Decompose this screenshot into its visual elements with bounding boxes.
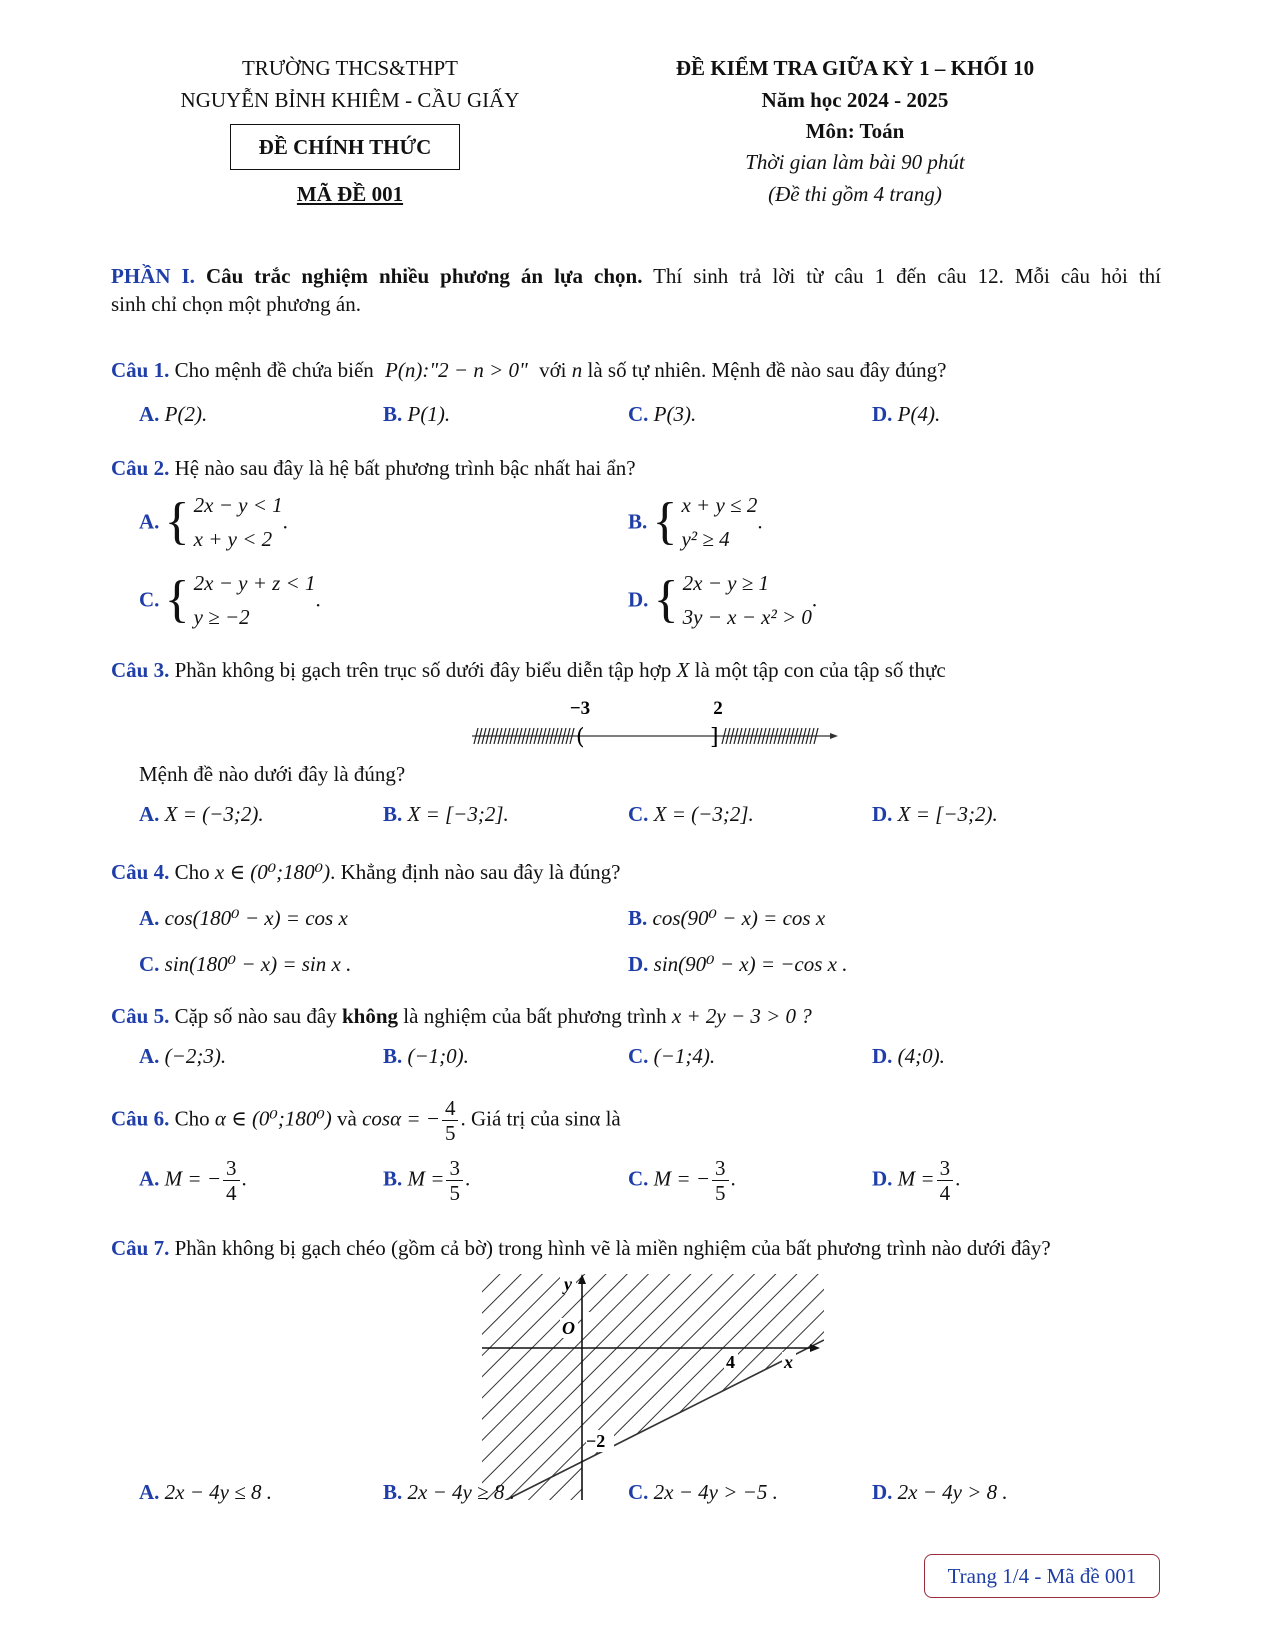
close-bracket-icon: ] xyxy=(710,725,719,750)
q2-option-a[interactable]: A. { 2x − y < 1 x + y < 2 . xyxy=(139,488,288,556)
page-count: (Đề thi gồm 4 trang) xyxy=(768,182,942,206)
q7-option-a[interactable] xyxy=(139,1480,272,1505)
option-letter: B. xyxy=(383,1480,403,1504)
option-value: P(4). xyxy=(897,402,941,426)
q6-option-c[interactable]: C. M = − $\frac{3}{5}$ . xyxy=(628,1156,736,1205)
q6-option-a[interactable]: A. M = − $\frac{3}{4}$ . xyxy=(139,1156,247,1205)
school-year: Năm học 2024 - 2025 xyxy=(761,88,949,112)
numerator: 3 xyxy=(937,1156,954,1181)
option-value: 2x − 4y ≤ 8 . xyxy=(164,1480,273,1504)
option-value: M = xyxy=(897,1166,935,1191)
option-letter: D. xyxy=(872,1480,893,1504)
x-axis-label: x xyxy=(784,1352,793,1372)
option-letter: A. xyxy=(139,802,160,826)
q4-label: Câu 4. xyxy=(111,860,170,884)
q4-option-d[interactable] xyxy=(628,952,847,977)
q2-option-d[interactable]: D. { 2x − y ≥ 1 3y − x − x² > 0 . xyxy=(628,566,817,634)
option-value: (−1;0). xyxy=(407,1044,469,1068)
numerator: 3 xyxy=(223,1156,240,1181)
option-value: X = (−3;2]. xyxy=(653,802,754,826)
q5-text: Cặp số nào sau đây xyxy=(174,1004,337,1028)
q3-label: Câu 3. xyxy=(111,658,170,682)
system-row: 2x − y + z < 1 xyxy=(193,571,316,595)
denominator: 4 xyxy=(226,1181,237,1205)
q1-var: n xyxy=(571,358,583,382)
q1-option-c[interactable] xyxy=(628,402,696,427)
hatched-region-left xyxy=(482,1274,582,1500)
q5-option-b[interactable] xyxy=(383,1044,469,1069)
brace-icon: { xyxy=(653,571,679,628)
q1-text: Cho mệnh đề chứa biến xyxy=(174,358,374,382)
fraction xyxy=(446,1156,463,1205)
brace-icon: { xyxy=(164,493,190,550)
option-value: (−2;3). xyxy=(164,1044,227,1068)
q5-expression: x + 2y − 3 > 0 ? xyxy=(671,1004,812,1028)
option-value: cos(90⁰ − x) = cos x xyxy=(652,906,826,930)
option-value: 2x − 4y > 8 . xyxy=(897,1480,1008,1504)
school-line2: NGUYỄN BỈNH KHIÊM - CẦU GIẤY xyxy=(180,88,520,112)
q7-option-d[interactable] xyxy=(872,1480,1008,1505)
system-row: 2x − y ≥ 1 xyxy=(682,571,769,595)
tick-label-right: 2 xyxy=(713,698,723,719)
q5-option-d[interactable] xyxy=(872,1044,945,1069)
q6-expression: α ∈ (0⁰;180⁰) xyxy=(214,1106,332,1131)
option-letter: B. xyxy=(628,509,648,534)
q5-option-c[interactable] xyxy=(628,1044,715,1069)
option-letter: C. xyxy=(628,1480,649,1504)
exam-time: Thời gian làm bài 90 phút xyxy=(745,150,965,174)
option-letter: D. xyxy=(628,952,649,976)
q6-stem xyxy=(111,1096,621,1145)
q2-label: Câu 2. xyxy=(111,456,170,480)
option-letter: B. xyxy=(383,802,403,826)
q3-option-a[interactable] xyxy=(139,802,264,827)
q1-text: là số tự nhiên. Mệnh đề nào sau đây đúng? xyxy=(587,358,947,382)
option-letter: A. xyxy=(139,402,160,426)
option-letter: A. xyxy=(139,906,160,930)
numerator: 3 xyxy=(712,1156,729,1181)
exam-title: ĐỀ KIỂM TRA GIỮA KỲ 1 – KHỐI 10 xyxy=(675,56,1035,80)
q5-emphasis: không xyxy=(342,1004,399,1028)
denominator: 4 xyxy=(939,1181,951,1205)
q3-text: là một tập con của tập số thực xyxy=(694,658,946,682)
fraction xyxy=(712,1156,729,1205)
q7-option-c[interactable] xyxy=(628,1480,778,1505)
arrow-icon xyxy=(830,733,838,739)
option-value: 2x − 4y > −5 . xyxy=(653,1480,778,1504)
school-line1: TRƯỜNG THCS&THPT xyxy=(241,56,458,80)
numerator: 3 xyxy=(446,1156,463,1181)
system-row: 2x − y < 1 xyxy=(193,493,283,517)
system-row: x + y ≤ 2 xyxy=(681,493,758,517)
q1-text: với xyxy=(539,358,567,382)
numerator: 4 xyxy=(442,1096,459,1121)
option-value: sin(180⁰ − x) = sin x . xyxy=(164,952,352,976)
q7-stem xyxy=(111,1236,1051,1261)
q4-option-b[interactable] xyxy=(628,906,825,931)
q6-option-b[interactable]: B. M = $\frac{3}{5}$ . xyxy=(383,1156,471,1205)
q4-expression: x ∈ (0⁰;180⁰) xyxy=(214,860,331,884)
option-letter: C. xyxy=(628,402,649,426)
option-value: M = xyxy=(407,1166,445,1191)
q2-text: Hệ nào sau đây là hệ bất phương trình bậc nhất hai ẩn? xyxy=(174,456,636,480)
number-line-figure xyxy=(470,694,840,752)
option-letter: C. xyxy=(628,1044,649,1068)
q6-expression: cosα = − xyxy=(362,1106,440,1131)
fraction xyxy=(223,1156,240,1205)
q5-option-a[interactable] xyxy=(139,1044,226,1069)
q1-option-d[interactable] xyxy=(872,402,940,427)
q1-option-a[interactable] xyxy=(139,402,207,427)
q3-option-c[interactable] xyxy=(628,802,754,827)
q2-stem xyxy=(111,456,636,481)
q1-option-b[interactable] xyxy=(383,402,450,427)
x-tick-label: 4 xyxy=(726,1352,735,1372)
option-value: (4;0). xyxy=(897,1044,945,1068)
option-letter: C. xyxy=(628,802,649,826)
option-value: M = − xyxy=(164,1166,222,1191)
open-bracket-icon: ( xyxy=(576,725,585,750)
denominator: 5 xyxy=(444,1121,456,1145)
option-letter: C. xyxy=(139,952,160,976)
q1-expression: P(n):"2 − n > 0" xyxy=(385,358,528,382)
q4-option-a[interactable] xyxy=(139,906,348,931)
option-letter: A. xyxy=(139,1480,160,1504)
q1-stem xyxy=(111,358,947,383)
q6-text: Cho xyxy=(174,1106,210,1131)
y-axis-label: y xyxy=(564,1274,572,1294)
q5-text: là nghiệm của bất phương trình xyxy=(403,1004,667,1028)
option-value: cos(180⁰ − x) = cos x xyxy=(164,906,348,930)
option-value: P(2). xyxy=(164,402,208,426)
option-letter: B. xyxy=(383,402,403,426)
q1-label: Câu 1. xyxy=(111,358,170,382)
option-letter: A. xyxy=(139,509,160,534)
official-badge: ĐỀ CHÍNH THỨC xyxy=(230,124,460,170)
origin-label: O xyxy=(562,1318,575,1338)
option-letter: A. xyxy=(139,1166,160,1191)
inequality-graph xyxy=(480,1272,825,1502)
fraction xyxy=(442,1096,459,1145)
q5-stem xyxy=(111,1004,812,1029)
option-letter: C. xyxy=(139,587,160,612)
q7-option-b[interactable] xyxy=(383,1480,515,1505)
fraction xyxy=(937,1156,954,1205)
system-row: 3y − x − x² > 0 xyxy=(682,605,812,629)
option-letter: C. xyxy=(628,1166,649,1191)
option-letter: B. xyxy=(383,1166,403,1191)
part1-line1 xyxy=(111,264,1161,289)
q4-option-c[interactable] xyxy=(139,952,351,977)
part1-label: PHẦN I. xyxy=(111,264,195,288)
option-letter: D. xyxy=(872,802,893,826)
q7-label: Câu 7. xyxy=(111,1236,170,1260)
option-letter: D. xyxy=(872,1166,893,1191)
q6-option-d[interactable]: D. M = $\frac{3}{4}$ . xyxy=(872,1156,961,1205)
q3-option-b[interactable] xyxy=(383,802,509,827)
part1-title: Câu trắc nghiệm nhiều phương án lựa chọn. xyxy=(205,264,643,288)
q6-text: . Giá trị của sinα là xyxy=(460,1106,621,1131)
option-letter: D. xyxy=(872,402,893,426)
option-value: sin(90⁰ − x) = −cos x . xyxy=(653,952,848,976)
option-value: P(3). xyxy=(653,402,697,426)
q2-option-c[interactable]: C. { 2x − y + z < 1 y ≥ −2 . xyxy=(139,566,321,634)
page-footer: Trang 1/4 - Mã đề 001 xyxy=(924,1554,1160,1598)
q4-text: Cho xyxy=(174,860,210,884)
q2-option-b[interactable]: B. { x + y ≤ 2 y² ≥ 4 . xyxy=(628,488,763,556)
q4-text: . Khẳng định nào sau đây là đúng? xyxy=(330,860,621,884)
part1-instructions: Thí sinh trả lời từ câu 1 đến câu 12. Mỗi câu hỏi thí xyxy=(653,264,1161,288)
q3-stem xyxy=(111,658,946,683)
denominator: 5 xyxy=(449,1181,460,1205)
option-value: P(1). xyxy=(407,402,451,426)
brace-icon: { xyxy=(164,571,190,628)
brace-icon: { xyxy=(652,493,678,550)
y-tick-label: −2 xyxy=(586,1431,606,1451)
option-value: X = [−3;2). xyxy=(897,802,998,826)
q5-label: Câu 5. xyxy=(111,1004,170,1028)
q7-text: Phần không bị gạch chéo (gồm cả bờ) trong hình vẽ là miền nghiệm của bất phương trình nào dưới đây? xyxy=(174,1236,1051,1260)
option-value: M = − xyxy=(653,1166,711,1191)
option-letter: D. xyxy=(628,587,649,612)
q3-subquestion: Mệnh đề nào dưới đây là đúng? xyxy=(139,762,406,786)
q6-label: Câu 6. xyxy=(111,1106,170,1131)
option-letter: B. xyxy=(628,906,648,930)
part1-line2: sinh chỉ chọn một phương án. xyxy=(111,292,361,316)
option-value: X = (−3;2). xyxy=(164,802,264,826)
system-row: x + y < 2 xyxy=(193,527,273,551)
option-letter: B. xyxy=(383,1044,403,1068)
option-value: 2x − 4y ≥ 8 . xyxy=(407,1480,515,1504)
q3-option-d[interactable] xyxy=(872,802,998,827)
option-letter: D. xyxy=(872,1044,893,1068)
q4-stem xyxy=(111,860,621,885)
system-row: y ≥ −2 xyxy=(193,605,250,629)
option-letter: A. xyxy=(139,1044,160,1068)
system-row: y² ≥ 4 xyxy=(681,527,730,551)
option-value: X = [−3;2]. xyxy=(407,802,509,826)
q6-text: và xyxy=(337,1106,357,1131)
q3-text: Phần không bị gạch trên trục số dưới đây biểu diễn tập hợp xyxy=(174,658,672,682)
subject: Môn: Toán xyxy=(805,119,905,143)
option-value: (−1;4). xyxy=(653,1044,716,1068)
denominator: 5 xyxy=(715,1181,726,1205)
exam-code: MÃ ĐỀ 001 xyxy=(296,182,404,206)
q3-var: X xyxy=(676,658,690,682)
tick-label-left: −3 xyxy=(569,698,591,719)
